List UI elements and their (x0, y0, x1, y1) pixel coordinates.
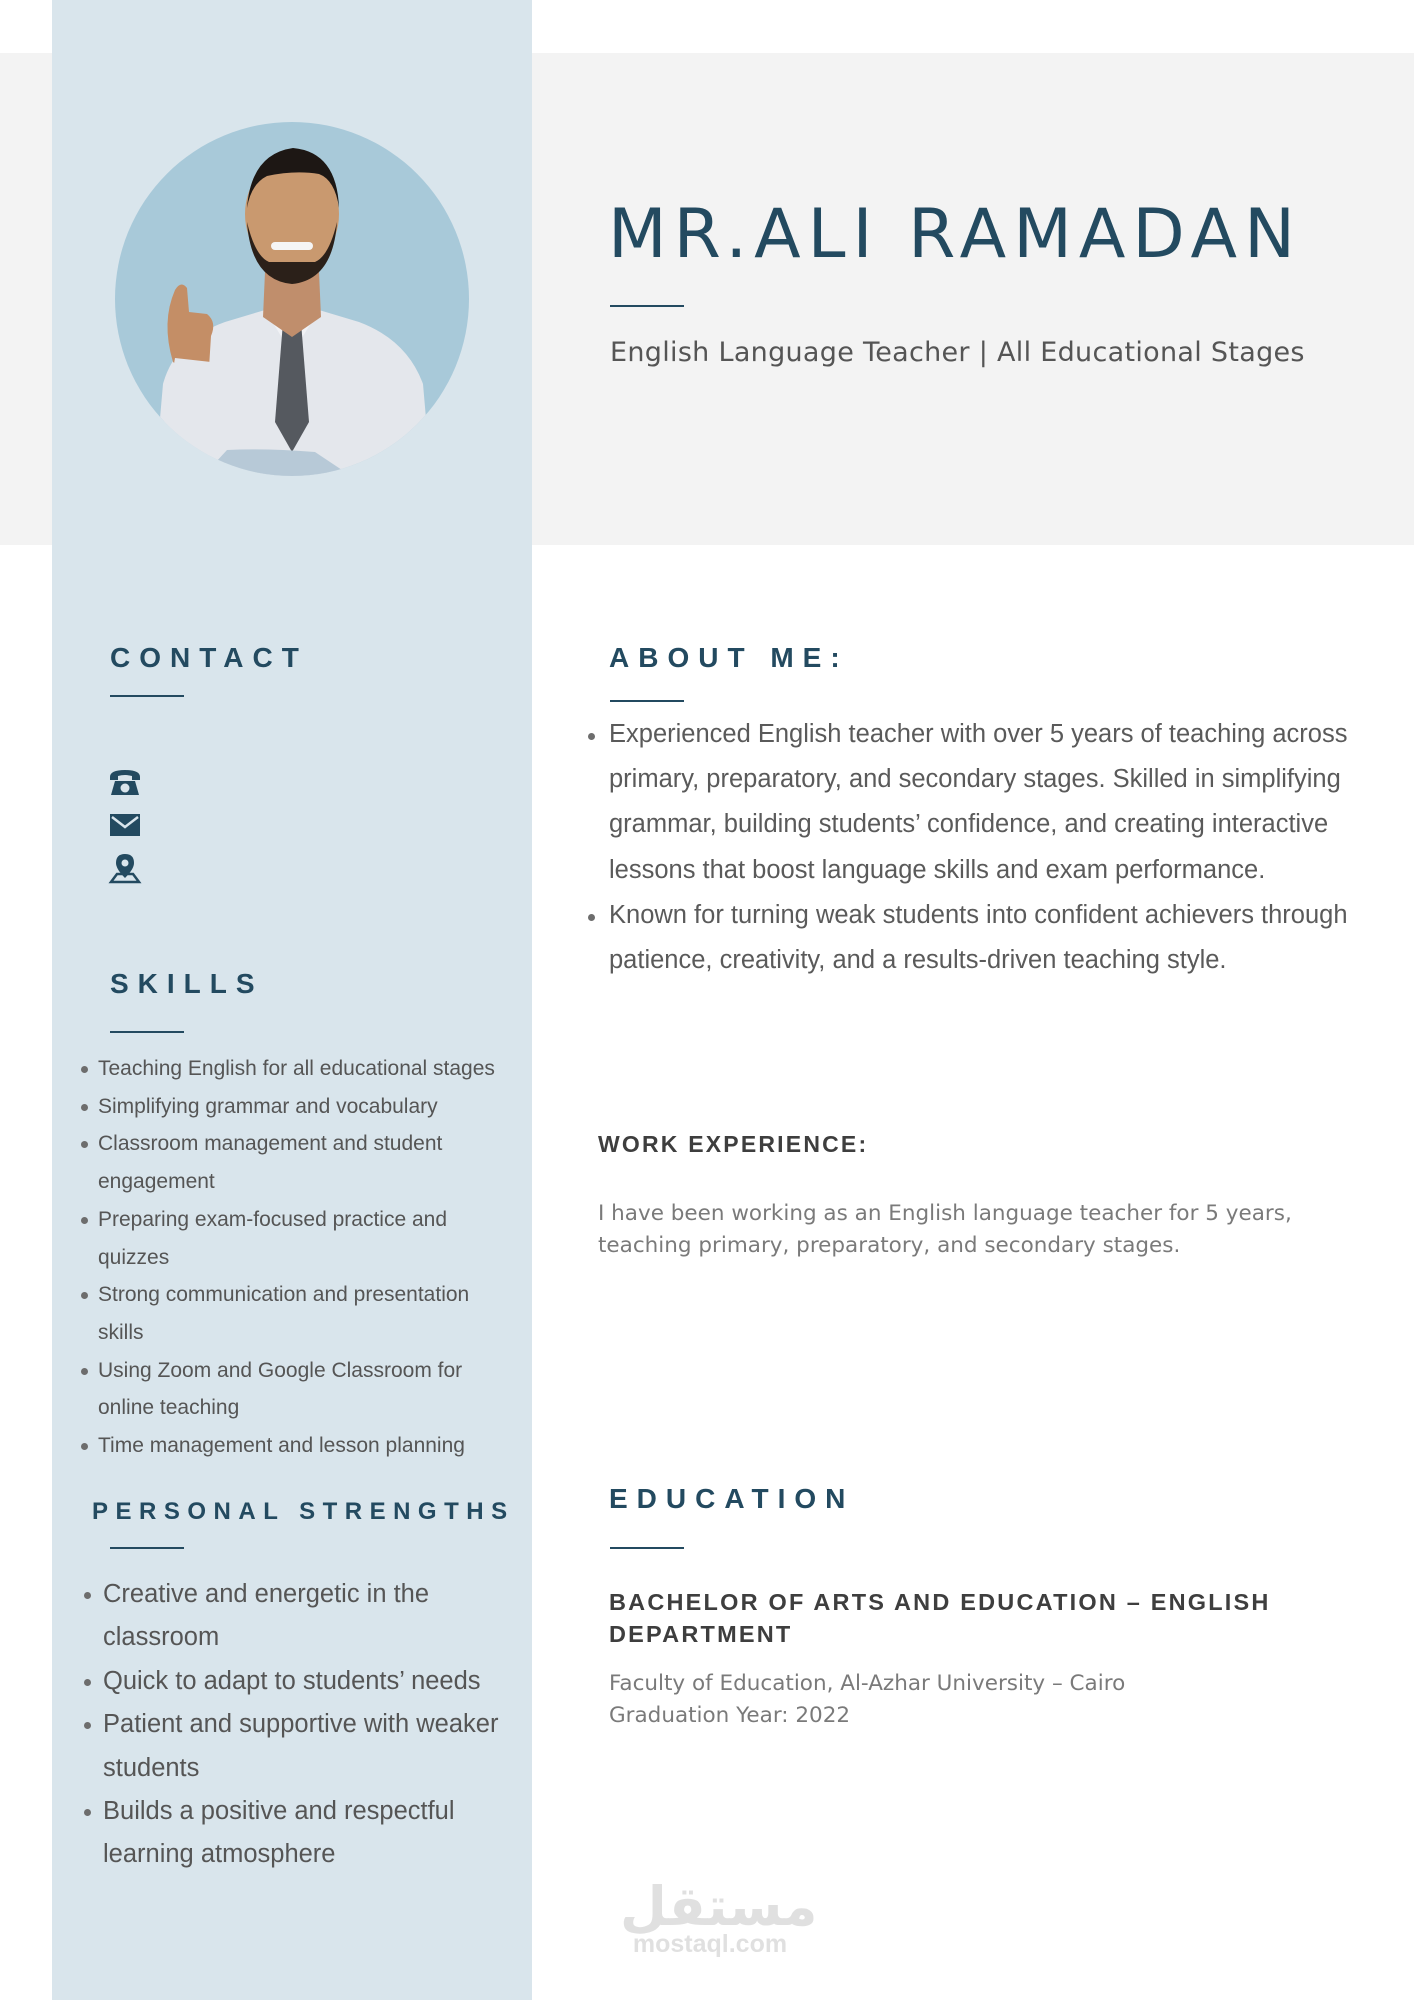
about-heading: ABOUT ME: (609, 642, 849, 673)
email-icon (108, 812, 142, 838)
list-item: Simplifying grammar and vocabulary (80, 1088, 520, 1126)
strengths-list (82, 1573, 522, 1877)
candidate-name: MR.ALI RAMADAN (608, 195, 1302, 274)
portrait-illustration (115, 122, 469, 476)
list-item: Quick to adapt to students’ needs (82, 1660, 522, 1703)
institution: Faculty of Education, Al-Azhar University – Cairo (609, 1671, 1126, 1696)
work-heading: WORK EXPERIENCE: (598, 1131, 869, 1157)
strengths-divider (110, 1547, 184, 1549)
watermark-site: mostaql.com (632, 1930, 788, 1958)
skills-divider (110, 1031, 184, 1033)
education-heading: EDUCATION (609, 1483, 855, 1514)
phone-icon (108, 767, 142, 797)
location-icon (108, 852, 142, 884)
list-item: Creative and energetic in the classroom (82, 1573, 522, 1660)
contact-divider (110, 695, 184, 697)
graduation-year: Graduation Year: 2022 (609, 1703, 851, 1728)
list-item: Preparing exam-focused practice and quizzes (80, 1201, 520, 1276)
name-divider (610, 305, 684, 307)
list-item: Strong communication and presentation skills (80, 1276, 520, 1351)
skills-list (80, 1050, 520, 1465)
education-divider (610, 1547, 684, 1549)
skills-heading: SKILLS (110, 968, 264, 999)
list-item: Teaching English for all educational stages (80, 1050, 520, 1088)
watermark-arabic: مستقل (620, 1875, 818, 1938)
contact-heading: CONTACT (110, 642, 308, 673)
work-description: I have been working as an English language teacher for 5 years, teaching primary, preparatory, and secondary stages. (598, 1201, 1292, 1258)
job-title: English Language Teacher | All Educational Stages (610, 337, 1305, 368)
degree-title: BACHELOR OF ARTS AND EDUCATION – ENGLISH DEPARTMENT (609, 1589, 1271, 1647)
list-item: Experienced English teacher with over 5 years of teaching across primary, preparatory, and secondary stages. Skilled in simplifying grammar, building students’ confidence, and creating interactive lessons that boost language skills and exam performance. (586, 712, 1386, 893)
list-item: Using Zoom and Google Classroom for online teaching (80, 1352, 520, 1427)
watermark-logo (620, 1875, 818, 1959)
list-item: Known for turning weak students into confident achievers through patience, creativity, and a results-driven teaching style. (586, 893, 1386, 983)
list-item: Builds a positive and respectful learning atmosphere (82, 1790, 522, 1877)
list-item: Classroom management and student engagement (80, 1125, 520, 1200)
list-item: Patient and supportive with weaker students (82, 1703, 522, 1790)
profile-photo (115, 122, 469, 476)
list-item: Time management and lesson planning (80, 1427, 520, 1465)
about-list (586, 712, 1386, 983)
about-divider (610, 700, 684, 702)
strengths-heading: PERSONAL STRENGTHS (92, 1498, 515, 1525)
